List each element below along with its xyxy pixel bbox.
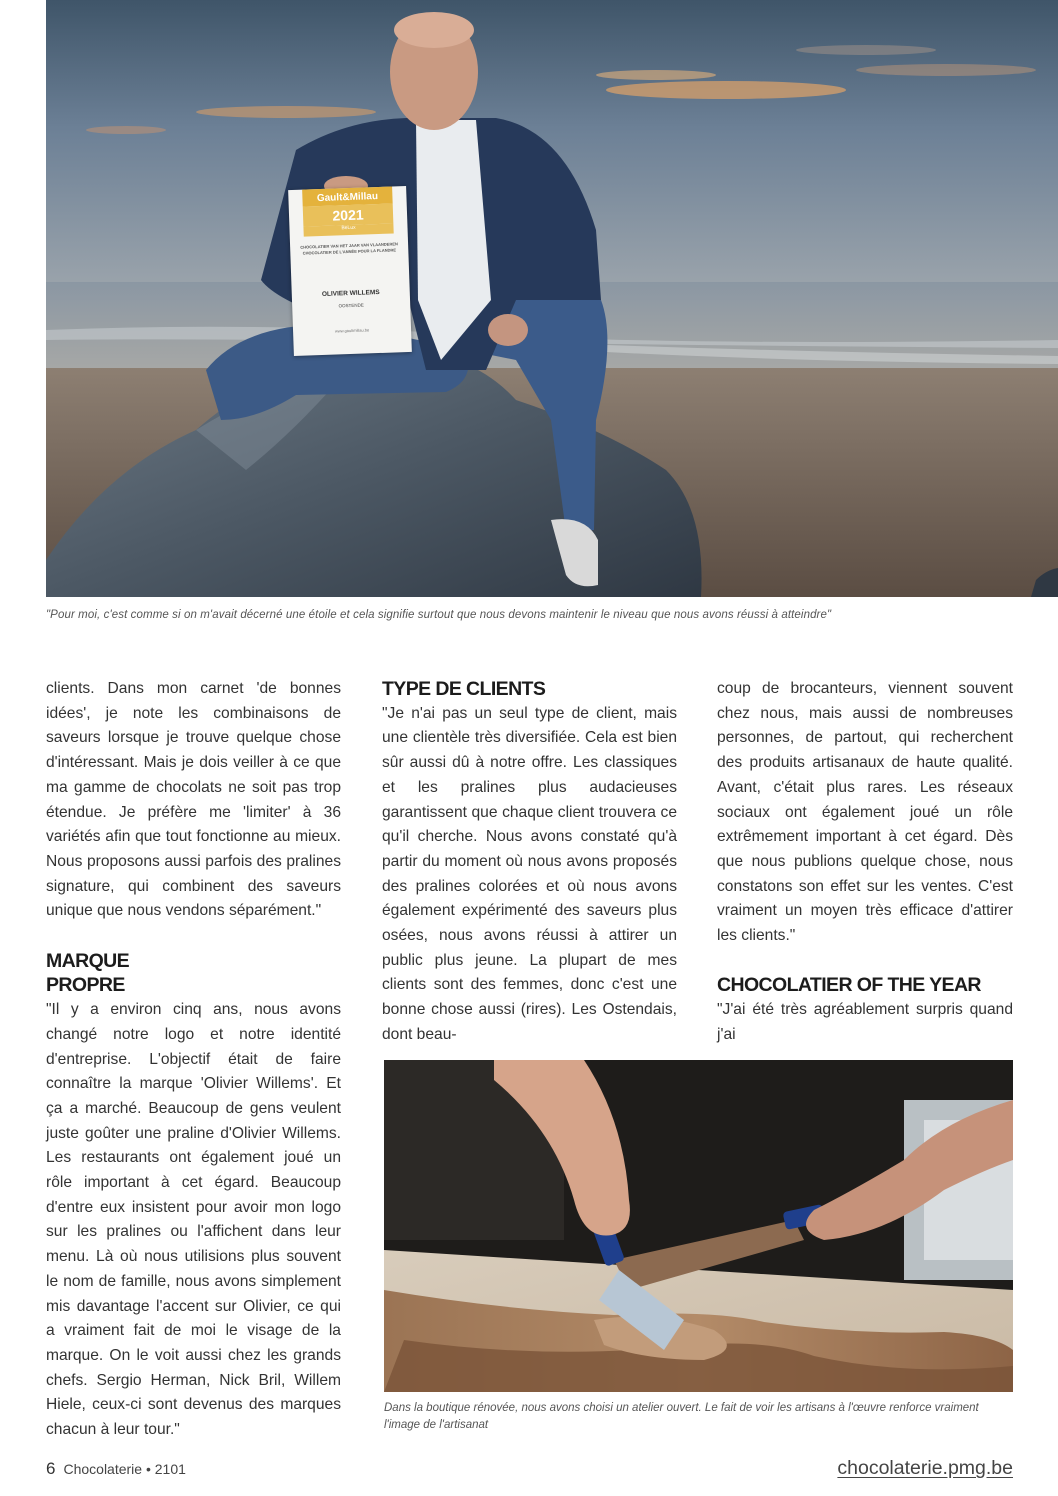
column-2-paragraph: "Je n'ai pas un seul type de client, mais une clientèle très diversifiée. Cela est bien sûr aussi dû à notre offre. Les classiques et les pralines plus audacieuses garantissent que chaque client trouvera ce qu'il cherche. Nous avons constaté qu'à partir du moment où nous avons proposés des pralines colorées et où nous avons également expérimenté des saveurs plus osées, nous avons réussi à attirer un public plus jeune. La plupart de mes clients sont des femmes, donc c'est une bonne chose aussi (rires). Les Ostendais, dont beau-: [382, 704, 677, 1043]
photo2-caption: Dans la boutique rénovée, nous avons choisi un atelier ouvert. Le fait de voir les artisans à l'œuvre renforce vraiment l'image de l'artisanat: [384, 1402, 979, 1431]
column-3-paragraph-2: "J'ai été très agréablement surpris quand j'ai: [717, 1001, 1013, 1043]
certificate-line2: CHOCOLATIER DE L'ANNÉE POUR LA FLANDRE: [302, 247, 397, 256]
column-3-paragraph-1: coup de brocanteurs, viennent souvent chez nous, mais aussi de nombreuses personnes, de partout, qui recherchent des produits artisanaux de haute qualité. Avant, c'était plus rares. Les réseaux sociaux ont également joué un rôle extrêmement important à cet égard. Dès que nous publions quelque chose, nous constatons son effet sur les ventes. C'est vraiment un moyen très efficace d'attirer les clients.": [717, 680, 1013, 945]
column-1: [46, 677, 341, 1443]
footer-left: [46, 1459, 186, 1479]
heading-chocolatier-of-the-year: CHOCOLATIER OF THE YEAR: [717, 974, 981, 997]
certificate-name: OLIVIER WILLEMS: [321, 288, 380, 298]
column-2: [382, 677, 677, 1048]
heading-marque-line-1: MARQUE: [46, 949, 130, 972]
certificate-line1: CHOCOLATIER VAN HET JAAR VAN VLAANDEREN: [300, 241, 398, 250]
hero-caption: "Pour moi, c'est comme si on m'avait décerné une étoile et cela signifie surtout que nous devons maintenir le niveau que nous avons réussi à atteindre": [46, 609, 832, 621]
certificate-year: 2021: [303, 203, 394, 226]
column-1-paragraph-2: "Il y a environ cinq ans, nous avons changé notre logo et notre identité d'entreprise. L'objectif était de faire connaître la marque 'Olivier Willems'. Et ça a marché. Beaucoup de gens veulent juste goûter une praline d'Olivier Willems. Les restaurants ont également joué un rôle important à cet égard. Beaucoup d'entre eux insistent pour avoir mon logo sur les pralines ou l'affichent dans leur menu. Là où nous utilisions plus souvent le nom de famille, nous avons simplement mis davantage l'accent sur Olivier, ce qui a vraiment fait de moi le visage de la marque. On le voit aussi chez les grands chefs. Sergio Herman, Nick Bril, Willem Hiele, ceux-ci sont devenus des marques chacun à leur tour.": [46, 1001, 341, 1439]
heading-type-de-clients: TYPE DE CLIENTS: [382, 678, 546, 700]
column-1-paragraph-1: clients. Dans mon carnet 'de bonnes idées', je note les combinaisons de saveurs lorsque je trouve quelque chose d'intéressant. Mais je dois veiller à ce que ma gamme de chocolats ne soit pas trop étendue. Je préfère me 'limiter' à 36 variétés afin que tout fonctionne au mieux. Nous proposons aussi parfois des pralines signature, qui combinent des saveurs unique que nous vendons séparément.": [46, 680, 341, 920]
certificate-edition: BeLux: [303, 223, 393, 236]
tempering-illustration: [384, 1060, 1013, 1392]
tempering-photo: [384, 1060, 1013, 1392]
hero-photo: [46, 0, 1058, 597]
heading-marque-line-2: PROPRE: [46, 974, 125, 997]
column-3: [717, 677, 1013, 1048]
certificate-website: www.gaultmillau.be: [334, 327, 370, 334]
footer-website-link[interactable]: chocolaterie.pmg.be: [837, 1457, 1013, 1479]
certificate-brand: Gault&Millau: [302, 186, 393, 206]
spacer: [46, 924, 341, 949]
certificate-city: OOSTENDE: [338, 302, 364, 309]
hero-illustration: [46, 0, 1058, 597]
certificate: [288, 186, 412, 356]
page-number: 6: [46, 1459, 56, 1478]
spacer: [717, 949, 1013, 974]
magazine-issue: Chocolaterie • 2101: [63, 1461, 186, 1477]
